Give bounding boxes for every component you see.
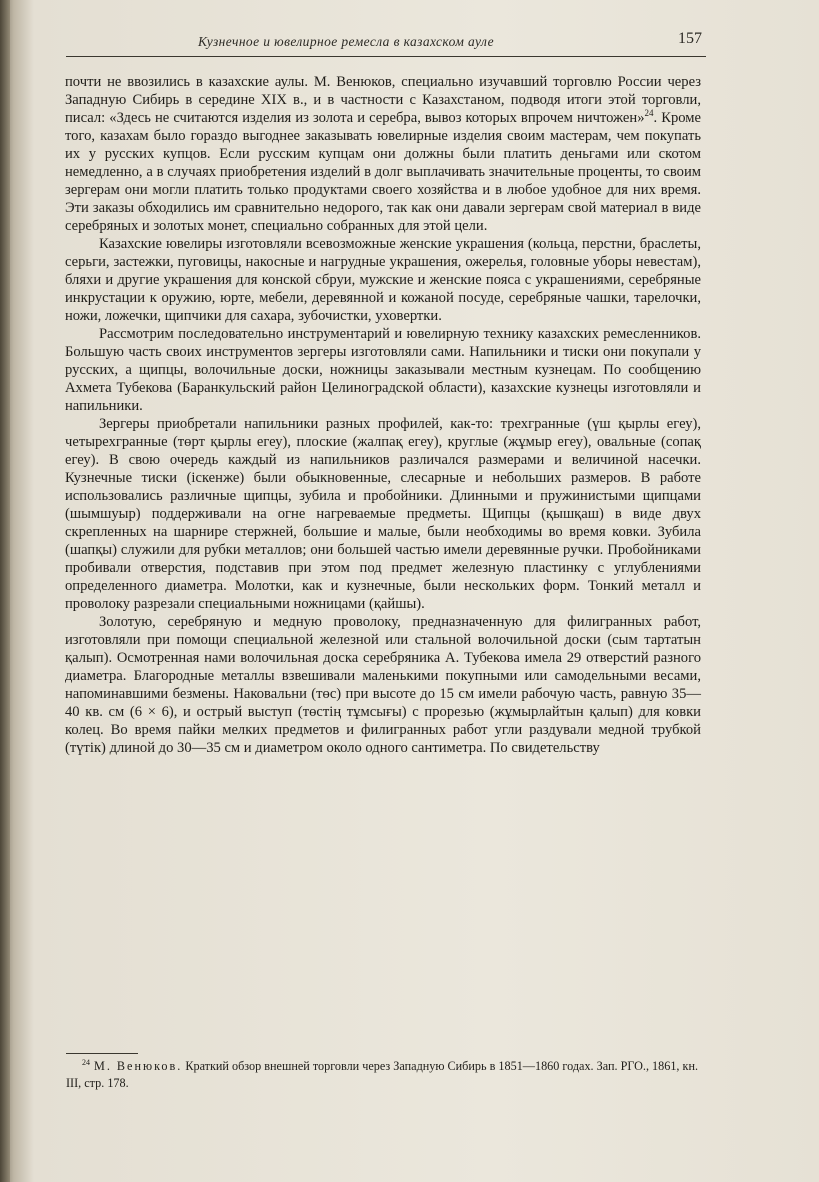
paragraph <box>65 613 701 757</box>
paragraph <box>65 235 701 325</box>
book-spine-shadow <box>0 0 10 1182</box>
running-title: Кузнечное и ювелирное ремесла в казахском ауле <box>198 34 495 49</box>
paragraph-text: Зергеры приобретали напильники разных профилей, как-то: трехгранные (үш қырлы егеу), четырехгранные (төрт қырлы егеу), плоские (жалпақ егеу), круглые (жұмыр егеу), овальные (сопақ егеу). В свою очередь каждый из напильников различался размерами и величиной насечки. Кузнечные тиски (іскенже) были обыкновенные, слесарные и небольших размеров. В работе использовались различные щипцы, зубила и пробойники. Длинными и пружинистыми щипцами (шымшуыр) поддерживали на огне нагреваемые предметы. Щипцы (қышқаш) в виде двух скрепленных на шарнире стержней, большие и малые, были необходимы во время ковки. Зубила (шапқы) служили для рубки металлов; они большей частью имели деревянные ручки. Пробойниками пробивали отверстия, подставив при этом под предмет железную пластинку с углублениями определенного диаметра. Молотки, как и кузнечные, были нескольких форм. Тонкий металл и проволоку разрезали специальными ножницами (қайшы). <box>65 416 701 612</box>
paragraph <box>65 415 701 613</box>
paragraph <box>65 325 701 415</box>
footnote-author: М. Венюков. <box>94 1059 183 1073</box>
footnote-rule <box>66 1053 138 1054</box>
page-header <box>66 30 706 66</box>
body-text <box>65 73 701 757</box>
footnote-mark: 24 <box>82 1057 90 1067</box>
paragraph-text: Рассмотрим последовательно инструментарий и ювелирную технику казахских ремесленников. Большую часть своих инструментов зергеры изготовляли сами. Напильники и тиски они покупали у русских, а щипцы, волочильные доски, ножницы заказывали местным кузнецам. По сообщению Ахмета Тубекова (Баранкульский район Целиноградской области), казахские кузнецы изготовляли и напильники. <box>65 326 701 414</box>
header-rule <box>66 56 706 57</box>
paragraph-text-cont: . Кроме того, казахам было гораздо выгоднее заказывать ювелирные изделия своим мастерам, чем покупать их у русских купцов. Если русским купцам они должны были платить деньгами или скотом немедленно, а в случаях приобретения изделий в долг выплачивать значительные проценты, то своим зергерам они могли платить только продуктами своего хозяйства и в любое удобное для них время. Эти заказы обходились им сравнительно недорого, так как они давали зергерам свой материал в виде серебряных и золотых монет, специально собранных для этой цели. <box>65 110 701 234</box>
paragraph <box>65 73 701 235</box>
footnote-reference: 24 <box>644 108 654 119</box>
paragraph-text: Казахские ювелиры изготовляли всевозможные женские украшения (кольца, перстни, браслеты, серьги, застежки, пуговицы, накосные и нагрудные украшения, ожерелья, головные уборы невестам), бляхи и другие украшения для конской сбруи, мужские и женские пояса с украшениями, серебряные инкрустации к оружию, юрте, мебели, деревянной и кожаной посуде, серебряные чашки, тарелочки, ножи, ложечки, щипчики для сахара, зубочистки, уховертки. <box>65 236 701 324</box>
paragraph-text: почти не ввозились в казахские аулы. М. Венюков, специально изучавший торговлю России через Западную Сибирь в середине XIX в., и в частности с Казахстаном, подводя итоги этой торговли, писал: «Здесь не считаются изделия из золота и серебра, вывоз которых впрочем ничтожен» <box>65 74 701 126</box>
footnote-text: Краткий обзор внешней торговли через Западную Сибирь в 1851—1860 годах. Зап. РГО., 1861, кн. III, стр. 178. <box>66 1059 699 1090</box>
footnote <box>66 1058 702 1091</box>
paragraph-text: Золотую, серебряную и медную проволоку, предназначенную для филигранных работ, изготовляли при помощи специальной железной или стальной волочильной доски (сым тартатын қалып). Осмотренная нами волочильная доска серебряника А. Тубекова имела 29 отверстий разного диаметра. Благородные металлы взвешивали маленькими покупными или самодельными весами, напоминавшими безмены. Наковальни (төс) при высоте до 15 см имели рабочую часть, равную 35—40 кв. см (6 × 6), и острый выступ (төстің тұмсығы) с прорезью (жұмырлайтын қалып) для ковки колец. Во время пайки мелких предметов и филигранных работ угли раздували медной трубкой (түтік) длиной до 30—35 см и диаметром около одного сантиметра. По свидетельству <box>65 614 701 756</box>
page-number: 157 <box>678 30 702 47</box>
